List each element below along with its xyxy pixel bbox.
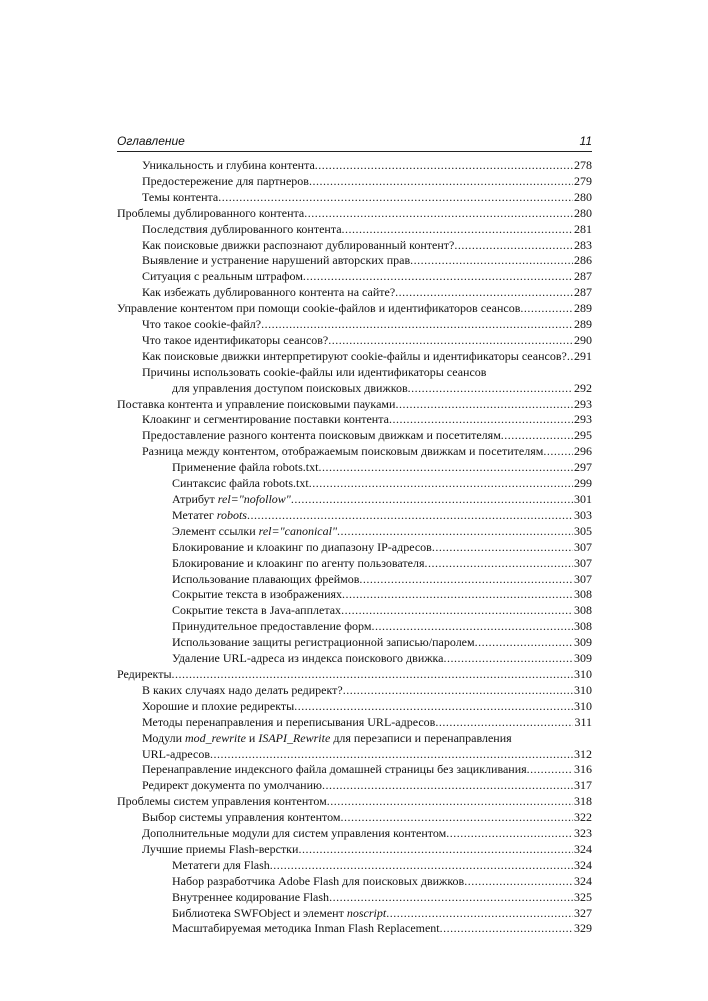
toc-entry-title xyxy=(172,874,464,890)
toc-title-text: Синтаксис файла robots.txt xyxy=(172,476,309,491)
toc-entry-title xyxy=(172,651,444,667)
toc-entry xyxy=(117,683,592,699)
toc-page-number: 280 xyxy=(574,189,592,204)
toc-entry-title xyxy=(172,492,291,508)
toc-page-number: 279 xyxy=(574,173,592,188)
toc-page-number: 324 xyxy=(574,873,592,888)
toc-entry xyxy=(117,492,592,508)
toc-page-number: 303 xyxy=(574,507,592,522)
dot-leader xyxy=(309,174,573,190)
table-of-contents xyxy=(117,158,592,937)
dot-leader xyxy=(294,699,573,715)
toc-entry xyxy=(117,651,592,667)
toc-entry-title xyxy=(142,778,322,794)
toc-title-italic: rel="canonical" xyxy=(258,523,338,538)
toc-page-number: 281 xyxy=(574,221,592,236)
toc-entry-title xyxy=(172,858,270,874)
dot-leader xyxy=(475,635,573,651)
toc-entry xyxy=(117,524,592,540)
toc-entry xyxy=(117,858,592,874)
toc-entry xyxy=(117,922,592,938)
toc-entry-title xyxy=(117,301,520,317)
dot-leader xyxy=(304,206,573,222)
toc-title-text: Редирект документа по умолчанию xyxy=(142,778,322,793)
toc-page-number: 327 xyxy=(574,905,592,920)
toc-title-text: В каких случаях надо делать редирект? xyxy=(142,682,343,697)
toc-entry-title xyxy=(142,333,328,349)
section-title: Оглавление xyxy=(117,134,185,148)
toc-title-text: Проблемы дублированного контента xyxy=(117,205,305,220)
dot-leader xyxy=(327,794,573,810)
dot-leader xyxy=(464,874,573,890)
toc-title-text: Использование плавающих фреймов xyxy=(172,571,360,586)
dot-leader xyxy=(291,492,573,508)
toc-title-text: Элемент ссылки xyxy=(172,523,259,538)
toc-title-text: Выявление и устранение нарушений авторских прав xyxy=(142,253,411,268)
dot-leader xyxy=(454,238,573,254)
toc-entry xyxy=(117,381,592,397)
toc-entry-title xyxy=(142,269,303,285)
toc-entry-title xyxy=(117,667,172,683)
toc-page-number: 308 xyxy=(574,603,592,618)
toc-entry-title xyxy=(142,190,218,206)
toc-entry xyxy=(117,428,592,444)
toc-entry-title xyxy=(142,428,501,444)
dot-leader xyxy=(446,826,573,842)
toc-page-number: 292 xyxy=(574,380,592,395)
running-header xyxy=(117,134,592,148)
toc-page-number: 312 xyxy=(574,746,592,761)
toc-page-number: 317 xyxy=(574,778,592,793)
toc-entry-title xyxy=(142,222,342,238)
toc-page-number: 322 xyxy=(574,810,592,825)
toc-title-text: для управления доступом поисковых движков xyxy=(172,380,408,395)
dot-leader xyxy=(270,858,573,874)
toc-page-number: 286 xyxy=(574,253,592,268)
toc-page-number: 308 xyxy=(574,587,592,602)
toc-page-number: 280 xyxy=(574,205,592,220)
toc-page-number: 283 xyxy=(574,237,592,252)
dot-leader xyxy=(440,921,573,937)
toc-entry-title xyxy=(172,381,408,397)
toc-entry-title xyxy=(117,206,304,222)
toc-page-number: 287 xyxy=(574,269,592,284)
toc-title-text: Разница между контентом, отображаемым поисковым движкам и посетителям xyxy=(142,444,544,459)
dot-leader xyxy=(341,603,573,619)
dot-leader xyxy=(435,715,573,731)
toc-title-text: Предостережение для партнеров xyxy=(142,173,309,188)
toc-entry-title xyxy=(142,842,298,858)
toc-title-text: Дополнительные модули для систем управления контентом xyxy=(142,826,447,841)
dot-leader xyxy=(322,778,573,794)
toc-title-text: Хорошие и плохие редиректы xyxy=(142,698,295,713)
toc-entry xyxy=(117,413,592,429)
toc-entry-title xyxy=(142,174,309,190)
toc-entry xyxy=(117,174,592,190)
dot-leader xyxy=(329,890,573,906)
toc-entry-title xyxy=(172,890,329,906)
toc-entry xyxy=(117,635,592,651)
toc-title-text: Набор разработчика Adobe Flash для поисковых движков xyxy=(172,873,465,888)
toc-title-text: Причины использовать cookie-файлы или идентификаторы сеансов xyxy=(142,364,487,379)
dot-leader xyxy=(386,906,573,922)
page-number: 11 xyxy=(579,134,592,148)
toc-entry-title xyxy=(172,572,359,588)
toc-entry xyxy=(117,333,592,349)
toc-entry-title xyxy=(142,731,512,747)
toc-entry-title xyxy=(142,412,389,428)
toc-entry-title xyxy=(142,444,543,460)
toc-page-number: 308 xyxy=(574,619,592,634)
toc-title-text: Ситуация с реальным штрафом xyxy=(142,269,303,284)
toc-title-text: Метатег xyxy=(172,507,217,522)
toc-entry xyxy=(117,715,592,731)
toc-entry-title xyxy=(142,683,343,699)
toc-page-number: 309 xyxy=(574,651,592,666)
toc-title-text: Перенаправление индексного файла домашней страницы без зацикливания xyxy=(142,762,527,777)
dot-leader xyxy=(341,810,574,826)
toc-page-number: 324 xyxy=(574,857,592,872)
toc-entry-title xyxy=(172,524,337,540)
toc-title-text: URL-адресов xyxy=(142,746,211,761)
toc-entry xyxy=(117,365,592,381)
toc-entry-title xyxy=(142,810,341,826)
toc-entry-title xyxy=(142,762,527,778)
toc-page-number: 310 xyxy=(574,666,592,681)
toc-entry-title xyxy=(172,619,371,635)
dot-leader xyxy=(337,524,573,540)
toc-title-text: Лучшие приемы Flash-верстки xyxy=(142,841,299,856)
toc-entry xyxy=(117,603,592,619)
toc-entry xyxy=(117,444,592,460)
toc-entry xyxy=(117,317,592,333)
toc-title-text: Что такое идентификаторы сеансов? xyxy=(142,332,329,347)
toc-title-text: Последствия дублированного контента xyxy=(142,221,342,236)
toc-title-text: Сокрытие текста в Java-апплетах xyxy=(172,603,342,618)
toc-entry-title xyxy=(142,285,395,301)
toc-entry-title xyxy=(117,794,327,810)
toc-entry-title xyxy=(142,715,435,731)
toc-entry-title xyxy=(142,349,567,365)
toc-title-italic: ISAPI_Rewrite xyxy=(258,730,331,745)
toc-entry-title xyxy=(142,158,315,174)
dot-leader xyxy=(342,587,573,603)
toc-title-text: Блокирование и клоакинг по диапазону IP-адресов xyxy=(172,539,432,554)
dot-leader xyxy=(527,762,573,778)
toc-page-number: 307 xyxy=(574,539,592,554)
toc-page-number: 323 xyxy=(574,826,592,841)
toc-title-text: Сокрытие текста в изображениях xyxy=(172,587,343,602)
toc-entry xyxy=(117,556,592,572)
toc-entry-title xyxy=(142,238,454,254)
toc-title-text: Внутреннее кодирование Flash xyxy=(172,889,330,904)
toc-entry xyxy=(117,301,592,317)
toc-entry-title xyxy=(142,253,410,269)
dot-leader xyxy=(309,476,573,492)
toc-entry xyxy=(117,810,592,826)
toc-title-text: Атрибут xyxy=(172,492,218,507)
toc-title-text: Как поисковые движки интерпретируют cookie-файлы и идентификаторы сеансов? xyxy=(142,348,567,363)
toc-title-text: Выбор системы управления контентом xyxy=(142,810,341,825)
toc-entry-title xyxy=(172,635,475,651)
toc-page-number: 324 xyxy=(574,841,592,856)
toc-entry xyxy=(117,842,592,858)
dot-leader xyxy=(395,397,573,413)
toc-title-text: Модули xyxy=(142,730,186,745)
toc-entry-title xyxy=(172,460,318,476)
toc-entry xyxy=(117,238,592,254)
toc-entry xyxy=(117,572,592,588)
toc-title-text: Уникальность и глубина контента xyxy=(142,157,315,172)
dot-leader xyxy=(318,460,573,476)
toc-entry xyxy=(117,269,592,285)
toc-entry xyxy=(117,222,592,238)
dot-leader xyxy=(343,683,573,699)
toc-entry-title xyxy=(172,906,386,922)
dot-leader xyxy=(247,508,573,524)
toc-title-text: Блокирование и клоакинг по агенту пользователя xyxy=(172,555,425,570)
toc-entry xyxy=(117,476,592,492)
dot-leader xyxy=(210,747,573,763)
toc-entry xyxy=(117,206,592,222)
toc-title-text: для перезаписи и перенаправления xyxy=(330,730,512,745)
toc-title-text: Удаление URL-адреса из индекса поискового движка xyxy=(172,651,444,666)
dot-leader xyxy=(218,190,573,206)
dot-leader xyxy=(261,317,573,333)
toc-entry xyxy=(117,587,592,603)
dot-leader xyxy=(172,667,573,683)
toc-title-text: Предоставление разного контента поисковым движкам и посетителям xyxy=(142,428,501,443)
toc-entry-title xyxy=(172,921,440,937)
toc-entry-title xyxy=(172,556,424,572)
dot-leader xyxy=(395,285,573,301)
toc-entry xyxy=(117,285,592,301)
toc-page-number: 318 xyxy=(574,794,592,809)
toc-title-text: Принудительное предоставление форм xyxy=(172,619,372,634)
toc-page-number: 290 xyxy=(574,332,592,347)
toc-page-number: 307 xyxy=(574,555,592,570)
toc-entry-title xyxy=(172,476,309,492)
toc-page-number: 278 xyxy=(574,157,592,172)
dot-leader xyxy=(389,412,573,428)
header-rule xyxy=(117,151,592,152)
toc-entry xyxy=(117,158,592,174)
toc-title-text: Поставка контента и управление поисковыми пауками xyxy=(117,396,396,411)
toc-title-text: и xyxy=(245,730,259,745)
toc-page-number: 287 xyxy=(574,285,592,300)
dot-leader xyxy=(424,556,573,572)
toc-entry-title xyxy=(142,365,486,381)
toc-title-text: Клоакинг и сегментирование поставки контента xyxy=(142,412,389,427)
toc-page-number: 307 xyxy=(574,571,592,586)
toc-entry xyxy=(117,826,592,842)
dot-leader xyxy=(303,269,573,285)
toc-page-number: 299 xyxy=(574,476,592,491)
toc-title-text: Использование защиты регистрационной записью/паролем xyxy=(172,635,475,650)
toc-page-number: 310 xyxy=(574,682,592,697)
toc-title-text: Редиректы xyxy=(117,666,172,681)
toc-page-number: 329 xyxy=(574,921,592,936)
toc-page-number: 309 xyxy=(574,635,592,650)
toc-title-italic: rel="nofollow" xyxy=(217,492,291,507)
toc-title-text: Как избежать дублированного контента на сайте? xyxy=(142,285,396,300)
toc-entry-title xyxy=(142,317,261,333)
toc-entry xyxy=(117,731,592,747)
dot-leader xyxy=(315,158,573,174)
toc-title-text: Методы перенаправления и переписывания URL-адресов xyxy=(142,714,436,729)
toc-title-text: Метатеги для Flash xyxy=(172,857,270,872)
toc-entry xyxy=(117,540,592,556)
toc-page-number: 305 xyxy=(574,523,592,538)
toc-title-italic: noscript xyxy=(346,905,387,920)
toc-entry xyxy=(117,508,592,524)
toc-page-number: 295 xyxy=(574,428,592,443)
toc-entry xyxy=(117,794,592,810)
toc-page-number: 325 xyxy=(574,889,592,904)
toc-entry-title xyxy=(142,826,446,842)
dot-leader xyxy=(408,381,573,397)
dot-leader xyxy=(328,333,573,349)
toc-entry xyxy=(117,778,592,794)
toc-title-italic: robots xyxy=(216,507,247,522)
toc-entry-title xyxy=(142,747,210,763)
dot-leader xyxy=(520,301,573,317)
toc-entry xyxy=(117,619,592,635)
toc-page-number: 301 xyxy=(574,492,592,507)
toc-entry xyxy=(117,397,592,413)
toc-entry xyxy=(117,747,592,763)
toc-entry xyxy=(117,667,592,683)
dot-leader xyxy=(359,572,573,588)
toc-entry xyxy=(117,349,592,365)
toc-entry-title xyxy=(172,603,341,619)
toc-title-text: Управление контентом при помощи cookie-файлов и идентификаторов сеансов xyxy=(117,301,521,316)
toc-page-number: 311 xyxy=(574,714,592,729)
toc-title-text: Масштабируемая методика Inman Flash Replacement xyxy=(172,921,440,936)
toc-page-number: 291 xyxy=(574,348,592,363)
toc-title-text: Проблемы систем управления контентом xyxy=(117,794,327,809)
toc-entry xyxy=(117,460,592,476)
toc-entry xyxy=(117,253,592,269)
toc-page-number: 293 xyxy=(574,396,592,411)
dot-leader xyxy=(410,253,573,269)
toc-page-number: 289 xyxy=(574,301,592,316)
toc-entry-title xyxy=(172,508,247,524)
dot-leader xyxy=(298,842,573,858)
toc-title-italic: mod_rewrite xyxy=(185,730,246,745)
toc-entry xyxy=(117,762,592,778)
toc-title-text: Как поисковые движки распознают дублированный контент? xyxy=(142,237,455,252)
toc-entry xyxy=(117,190,592,206)
toc-entry-title xyxy=(117,397,395,413)
dot-leader xyxy=(371,619,573,635)
dot-leader xyxy=(342,222,573,238)
toc-title-text: Применение файла robots.txt xyxy=(172,460,319,475)
toc-page-number: 316 xyxy=(574,762,592,777)
dot-leader xyxy=(501,428,573,444)
toc-entry xyxy=(117,699,592,715)
toc-entry xyxy=(117,906,592,922)
toc-entry xyxy=(117,890,592,906)
toc-entry-title xyxy=(172,587,342,603)
toc-page-number: 296 xyxy=(574,444,592,459)
toc-entry xyxy=(117,874,592,890)
toc-page-number: 289 xyxy=(574,317,592,332)
toc-page-number: 293 xyxy=(574,412,592,427)
toc-title-text: Библиотека SWFObject и элемент xyxy=(172,905,347,920)
toc-entry-title xyxy=(142,699,294,715)
dot-leader xyxy=(444,651,573,667)
dot-leader xyxy=(432,540,573,556)
dot-leader xyxy=(543,444,573,460)
toc-entry-title xyxy=(172,540,432,556)
toc-title-text: Что такое cookie-файл? xyxy=(142,317,262,332)
toc-page-number: 310 xyxy=(574,698,592,713)
toc-title-text: Темы контента xyxy=(142,189,219,204)
toc-page-number: 297 xyxy=(574,460,592,475)
